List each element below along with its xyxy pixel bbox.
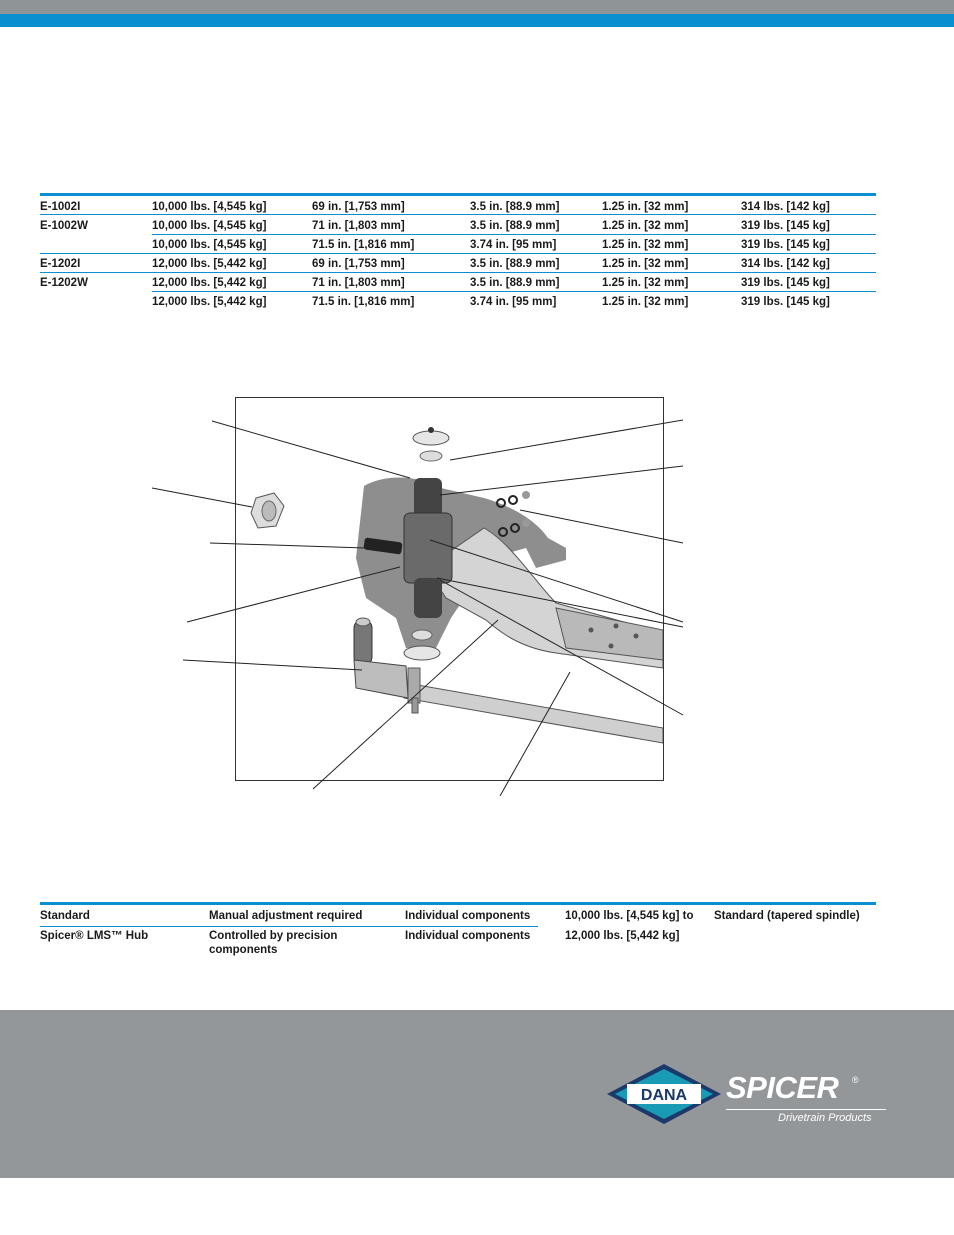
leader-line (183, 660, 362, 670)
weight-cell: 319 lbs. [145 kg] (741, 239, 830, 251)
weight-cell: 319 lbs. [145 kg] (741, 296, 830, 308)
dana-diamond-icon (605, 1062, 723, 1126)
track-cell: 71.5 in. [1,816 mm] (312, 239, 415, 251)
leader-line (500, 672, 570, 796)
capacity-cell: 10,000 lbs. [4,545 kg] (152, 220, 267, 232)
registered-mark: ® (852, 1075, 859, 1085)
pin-cell: 1.25 in. [32 mm] (602, 239, 689, 251)
leader-line (520, 510, 683, 543)
hub-type-cell: Standard (40, 910, 90, 922)
hub-components-cell: Individual components (405, 930, 531, 942)
kingpin-cell: 3.74 in. [95 mm] (470, 296, 557, 308)
dana-spicer-logo (605, 1062, 895, 1126)
track-cell: 71 in. [1,803 mm] (312, 277, 405, 289)
kingpin-cell: 3.5 in. [88.9 mm] (470, 258, 560, 270)
hub-components-cell: Individual components (405, 910, 531, 922)
leader-line (440, 466, 683, 495)
pin-cell: 1.25 in. [32 mm] (602, 201, 689, 213)
leader-line (440, 580, 683, 715)
track-cell: 71.5 in. [1,816 mm] (312, 296, 415, 308)
weight-cell: 319 lbs. [145 kg] (741, 220, 830, 232)
leader-line (187, 567, 400, 622)
pin-cell: 1.25 in. [32 mm] (602, 220, 689, 232)
capacity-cell: 12,000 lbs. [5,442 kg] (152, 258, 267, 270)
weight-cell: 314 lbs. [142 kg] (741, 201, 830, 213)
kingpin-cell: 3.5 in. [88.9 mm] (470, 220, 560, 232)
weight-cell: 319 lbs. [145 kg] (741, 277, 830, 289)
model-cell: E-1202I (40, 258, 81, 270)
pin-cell: 1.25 in. [32 mm] (602, 277, 689, 289)
capacity-cell: 12,000 lbs. [5,442 kg] (152, 277, 267, 289)
weight-cell: 314 lbs. [142 kg] (741, 258, 830, 270)
leader-line (437, 578, 683, 627)
footer-band (0, 1010, 954, 1178)
hub-type-cell: Spicer® LMS™ Hub (40, 930, 149, 942)
hub-capacity-cell: 12,000 lbs. [5,442 kg] (565, 930, 680, 942)
track-cell: 69 in. [1,753 mm] (312, 258, 405, 270)
hub-spindle-cell: Standard (tapered spindle) (714, 910, 860, 922)
model-cell: E-1002W (40, 220, 88, 232)
leader-line (210, 543, 365, 548)
model-cell: E-1202W (40, 277, 88, 289)
hub-adjust-cell-line2: components (209, 944, 278, 956)
capacity-cell: 10,000 lbs. [4,545 kg] (152, 239, 267, 251)
kingpin-cell: 3.5 in. [88.9 mm] (470, 201, 560, 213)
hub-row-divider (40, 926, 538, 927)
track-cell: 71 in. [1,803 mm] (312, 220, 405, 232)
track-cell: 69 in. [1,753 mm] (312, 201, 405, 213)
logo-rule (726, 1109, 886, 1110)
model-cell: E-1002I (40, 201, 81, 213)
leader-line (152, 488, 252, 507)
leader-line (450, 420, 683, 460)
hub-table-top-rule (40, 902, 876, 905)
pin-cell: 1.25 in. [32 mm] (602, 296, 689, 308)
spicer-wordmark: SPICER (726, 1070, 839, 1105)
kingpin-cell: 3.74 in. [95 mm] (470, 239, 557, 251)
dana-logo-text: DANA (640, 1087, 688, 1104)
pin-cell: 1.25 in. [32 mm] (602, 258, 689, 270)
hub-adjust-cell: Manual adjustment required (209, 910, 363, 922)
capacity-cell: 12,000 lbs. [5,442 kg] (152, 296, 267, 308)
kingpin-cell: 3.5 in. [88.9 mm] (470, 277, 560, 289)
leader-line (313, 620, 498, 789)
hub-adjust-cell: Controlled by precision (209, 930, 338, 942)
capacity-cell: 10,000 lbs. [4,545 kg] (152, 201, 267, 213)
leader-line (212, 421, 410, 478)
logo-tagline: Drivetrain Products (778, 1112, 872, 1124)
hub-capacity-cell: 10,000 lbs. [4,545 kg] to (565, 910, 694, 922)
leader-line (430, 540, 683, 622)
